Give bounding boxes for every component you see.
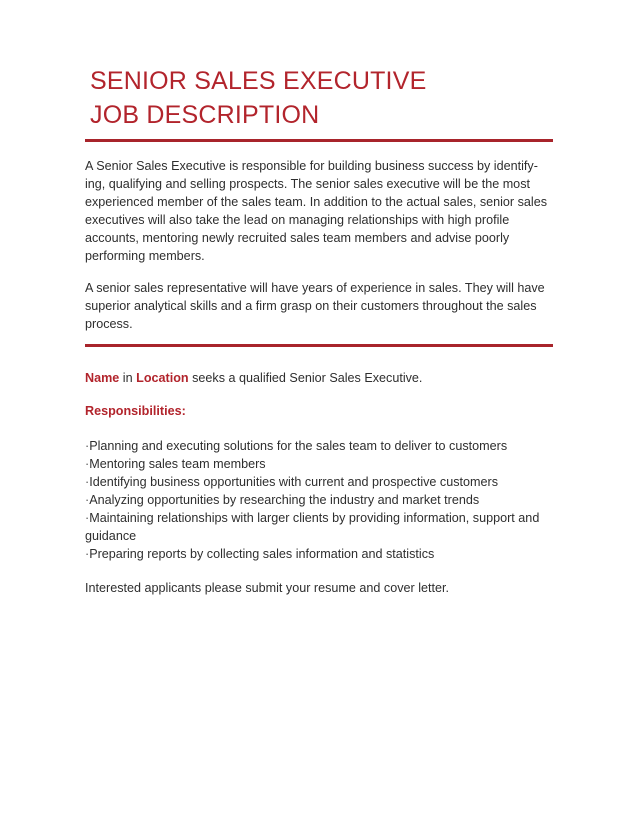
- experience-paragraph: A senior sales representative will have years of experience in sales. They will have superior analytical skills and a firm grasp on their customers throughout the sales process.: [85, 281, 545, 331]
- overview-paragraph: A Senior Sales Executive is responsible for building business success by identify-ing, qualifying and selling prospects. The senior sales executive will be the most experienced member of the sales team. In addition to the actual sales, senior sales executives will also take the lead on managing relationships with high profile accounts, mentoring newly recruited sales team members and advise poorly performing members.: [85, 159, 548, 263]
- list-item-text: Mentoring sales team members: [89, 457, 266, 471]
- bullet-mark: ·: [85, 439, 90, 453]
- bullet-mark: ·: [85, 475, 90, 489]
- list-item-text: Preparing reports by collecting sales information and statistics: [89, 547, 435, 561]
- bullet-mark: ·: [85, 457, 90, 471]
- company-intro: [85, 369, 557, 387]
- list-item-text: Maintaining relationships with larger clients by providing information, support and guidance: [85, 511, 540, 543]
- responsibilities-heading: Responsibilities:: [85, 404, 186, 418]
- list-item: [85, 491, 553, 509]
- list-item-text: Identifying business opportunities with current and prospective customers: [89, 475, 499, 489]
- list-item-text: Analyzing opportunities by researching the industry and market trends: [89, 493, 480, 507]
- closing-statement: [85, 579, 557, 597]
- intro-text: seeks a qualified Senior Sales Executive.: [188, 371, 423, 385]
- bullet-mark: ·: [85, 493, 90, 507]
- section-divider: [85, 344, 553, 347]
- document-title: [90, 64, 426, 132]
- list-item-text: Planning and executing solutions for the sales team to deliver to customers: [89, 439, 508, 453]
- location-placeholder: Location: [136, 371, 189, 385]
- list-item: [85, 545, 553, 563]
- experience-section: [85, 279, 557, 333]
- list-item: [85, 509, 553, 545]
- list-item: [85, 437, 553, 455]
- title-line-1: SENIOR SALES EXECUTIVE: [90, 67, 427, 95]
- closing-text: Interested applicants please submit your resume and cover letter.: [85, 581, 450, 595]
- responsibilities-list: [85, 437, 553, 563]
- overview-section: [85, 157, 557, 265]
- intro-connector: in: [119, 371, 137, 385]
- title-divider: [85, 139, 553, 142]
- list-item: [85, 455, 553, 473]
- company-name-placeholder: Name: [85, 371, 120, 385]
- bullet-mark: ·: [85, 547, 90, 561]
- bullet-mark: ·: [85, 511, 90, 525]
- title-line-2: JOB DESCRIPTION: [90, 101, 320, 129]
- list-item: [85, 473, 553, 491]
